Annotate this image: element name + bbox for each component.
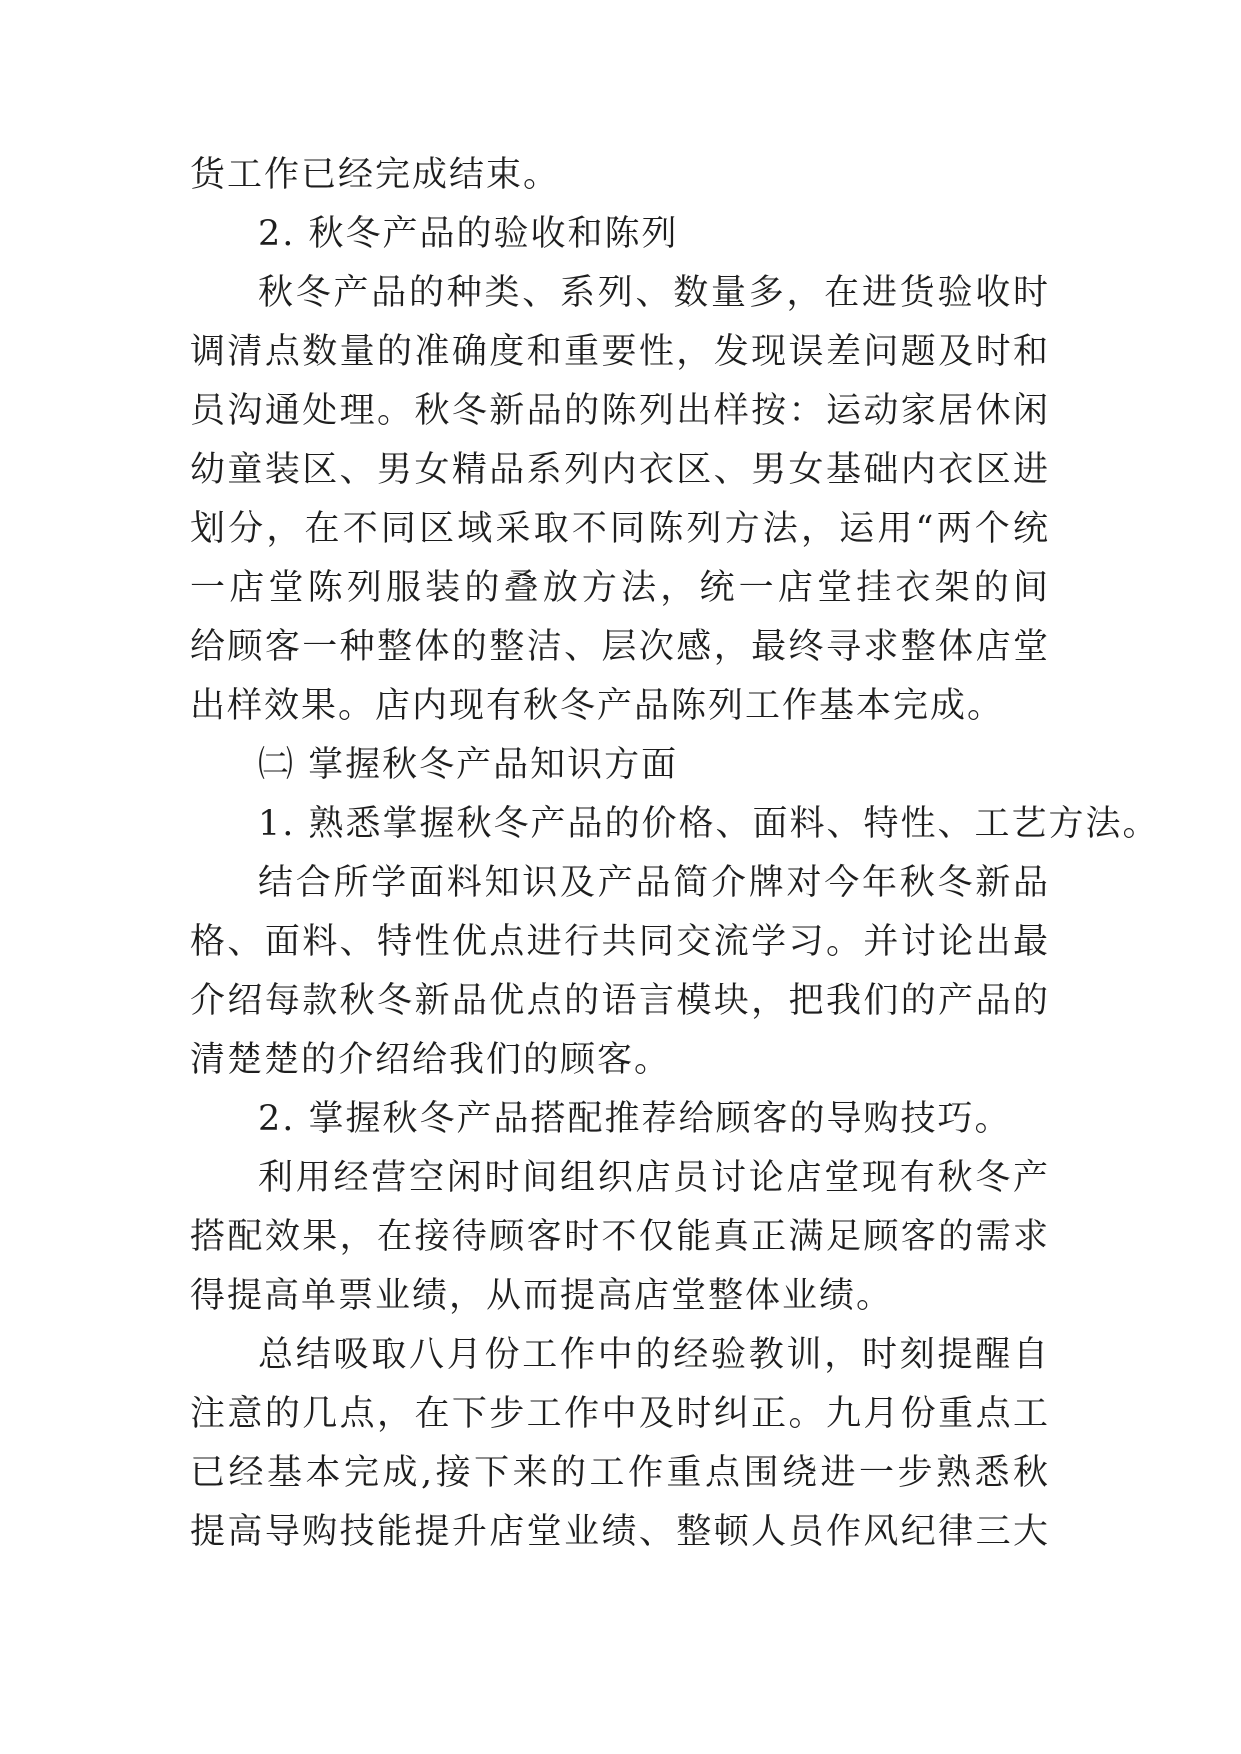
paragraph-line: 利用经营空闲时间组织店员讨论店堂现有秋冬产: [258, 1158, 1050, 1198]
paragraph-line: 搭配效果，在接待顾客时不仅能真正满足顾客的需求: [190, 1217, 1050, 1257]
paragraph-line: 格、面料、特性优点进行共同交流学习。并讨论出最: [190, 922, 1050, 962]
paragraph-line: 秋冬产品的种类、系列、数量多，在进货验收时: [258, 273, 1050, 313]
paragraph-line: 货工作已经完成结束。: [190, 155, 561, 195]
paragraph-line: 已经基本完成,接下来的工作重点围绕进一步熟悉秋: [190, 1453, 1050, 1493]
paragraph-line: 划分，在不同区域采取不同陈列方法，运用“两个统: [190, 509, 1050, 549]
paragraph-line: 注意的几点，在下步工作中及时纠正。九月份重点工: [190, 1394, 1050, 1434]
paragraph-line: 提高导购技能提升店堂业绩、整顿人员作风纪律三大: [190, 1512, 1050, 1552]
section-heading: 1. 熟悉掌握秋冬产品的价格、面料、特性、工艺方法。: [258, 804, 1160, 844]
paragraph-line: 幼童装区、男女精品系列内衣区、男女基础内衣区进: [190, 450, 1050, 490]
paragraph-line: 给顾客一种整体的整洁、层次感，最终寻求整体店堂: [190, 627, 1050, 667]
paragraph-line: 出样效果。店内现有秋冬产品陈列工作基本完成。: [190, 686, 1005, 726]
paragraph-line: 得提高单票业绩，从而提高店堂整体业绩。: [190, 1276, 894, 1316]
section-heading: 2. 掌握秋冬产品搭配推荐给顾客的导购技巧。: [258, 1099, 1012, 1139]
paragraph-line: 结合所学面料知识及产品简介牌对今年秋冬新品: [258, 863, 1050, 903]
paragraph-line: 介绍每款秋冬新品优点的语言模块，把我们的产品的: [190, 981, 1050, 1021]
paragraph-line: 调清点数量的准确度和重要性，发现误差问题及时和: [190, 332, 1050, 372]
paragraph-line: 一店堂陈列服装的叠放方法，统一店堂挂衣架的间: [190, 568, 1050, 608]
section-heading: 2. 秋冬产品的验收和陈列: [258, 214, 679, 254]
paragraph-line: 清楚楚的介绍给我们的顾客。: [190, 1040, 672, 1080]
paragraph-line: 总结吸取八月份工作中的经验教训，时刻提醒自: [258, 1335, 1050, 1375]
section-heading: ㈡ 掌握秋冬产品知识方面: [258, 745, 679, 785]
paragraph-line: 员沟通处理。秋冬新品的陈列出样按：运动家居休闲: [190, 391, 1050, 431]
document-body: [190, 146, 1160, 1562]
